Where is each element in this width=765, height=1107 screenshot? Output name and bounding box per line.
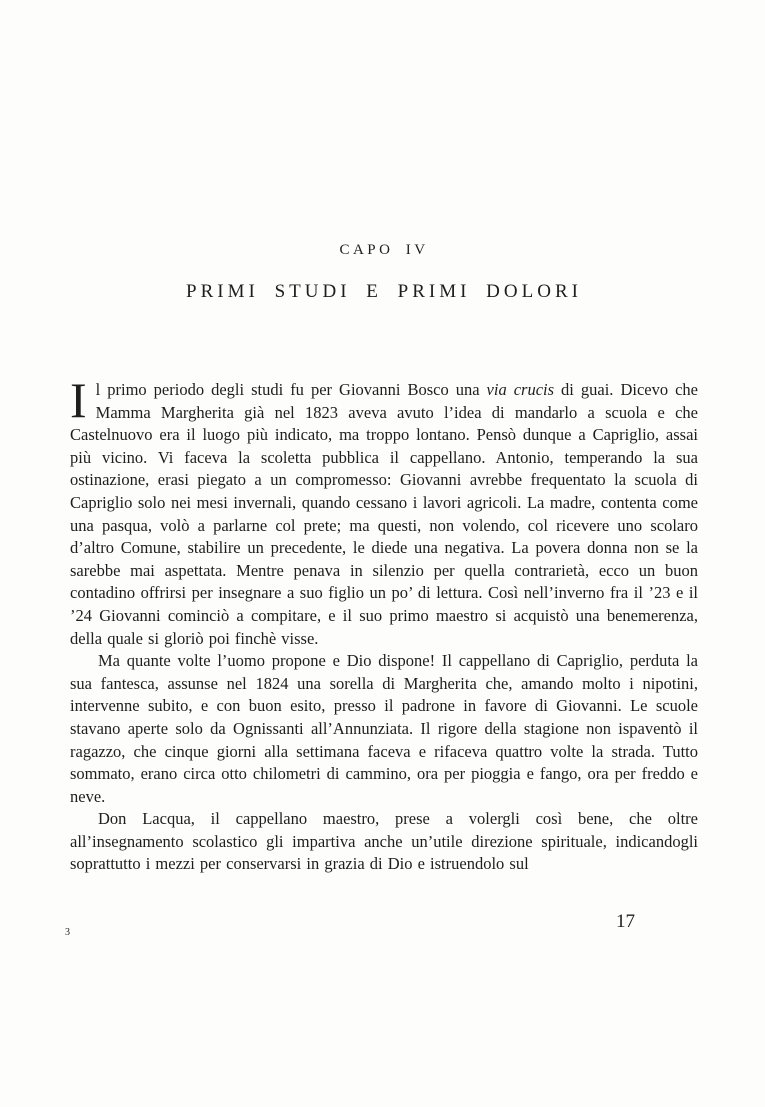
paragraph: [70, 372, 698, 650]
text-run: Don Lacqua, il cappellano maestro, prese a volergli così bene, che oltre all’insegnamento scolastico gli impartiva anche un’utile direzione spirituale, indicandogli soprattutto i mezzi per conservarsi in grazia di Dio e istruendolo sul: [70, 809, 698, 874]
text-run: l primo periodo degli studi fu per Giovanni Bosco una: [95, 380, 487, 399]
chapter-heading: CAPO IV: [339, 242, 429, 258]
paragraph: [70, 808, 698, 876]
page-number: 17: [616, 911, 635, 932]
text-run: Ma quante volte l’uomo propone e Dio dispone! Il cappellano di Capriglio, perduta la sua fantesca, assunse nel 1824 una sorella di Margherita che, amando molto i nipotini, intervenne subito, e con buon esito, presso il padrone in favore di Giovanni. Le scuole stavano aperte solo da Ognissanti all’Annunziata. Il rigore della stagione non ispaventò il ragazzo, che cinque giorni alla settimana faceva e rifaceva quattro volte la strada. Tutto sommato, erano circa otto chilometri di cammino, ora per pioggia e fango, ora per freddo e neve.: [70, 651, 698, 806]
drop-cap: I: [70, 372, 87, 428]
page-title: PRIMI STUDI E PRIMI DOLORI: [186, 281, 582, 302]
text-run: di guai. Dicevo che Mamma Margherita già nel 1823 aveva avuto l’idea di mandarlo a scuola e che Castelnuovo era il luogo più indicato, ma troppo lontano. Pensò dunque a Capriglio, assai più vicino. Vi faceva la scoletta pubblica il cappellano. Antonio, temperando la sua ostinazione, erasi piegato a un compromesso: Giovanni avrebbe frequentato la scuola di Capriglio solo nei mesi invernali, quando cessano i lavori agricoli. La madre, contenta come una pasqua, volò a parlarne col prete; ma questi, non volendo, col ricevere uno scolaro d’altro Comune, stabilire un precedente, le diede una negativa. La povera donna non se la sarebbe mai aspettata. Mentre penava in silenzio per quella contrarietà, ecco un buon contadino offrirsi per insegnare a suo figlio un po’ di lettura. Così nell’inverno fra il ’23 e il ’24 Giovanni cominciò a compitare, e il suo primo maestro si acquistò una benemerenza, della quale si gloriò poi finchè visse.: [70, 380, 698, 648]
signature-mark: 3: [65, 927, 70, 938]
paragraph: [70, 650, 698, 808]
text-run: via crucis: [486, 380, 555, 399]
page-body: [70, 372, 698, 876]
